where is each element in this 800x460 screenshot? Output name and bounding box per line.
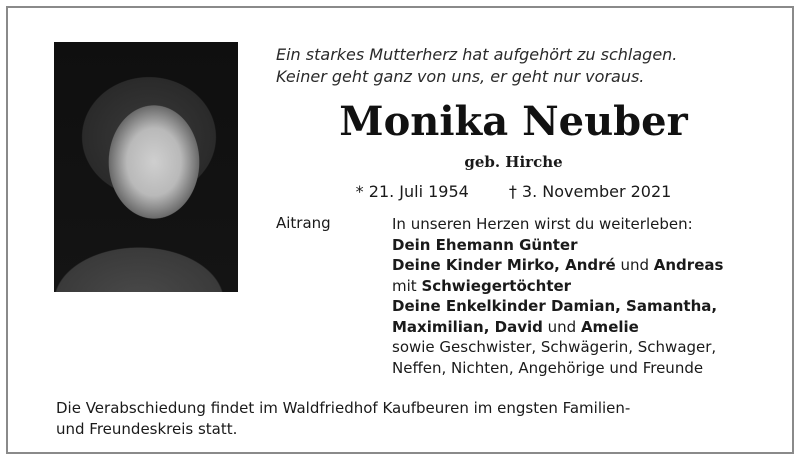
notice-line: Die Verabschiedung findet im Waldfriedhof Kaufbeuren im engsten Familien-: [56, 399, 631, 417]
obituary-frame: [6, 6, 794, 454]
motto-line: Keiner geht ganz von uns, er geht nur voraus.: [276, 67, 645, 86]
mourner-name: Amelie: [580, 317, 639, 336]
birth-date: * 21. Juli 1954: [355, 182, 469, 201]
motto-line: Ein starkes Mutterherz hat aufgehört zu schlagen.: [276, 45, 678, 64]
connector-text: und: [615, 256, 654, 274]
mourner-name: Andreas: [653, 256, 724, 274]
mourners-list: [392, 214, 772, 378]
life-dates: [276, 182, 751, 201]
born-name: geb. Hirche: [464, 153, 563, 171]
mourner-husband: [392, 235, 772, 256]
mourners-intro: In unseren Herzen wirst du weiterleben:: [392, 215, 693, 233]
mourner-grandchildren: [392, 317, 772, 338]
motto: [276, 44, 677, 88]
mourner-relatives: sowie Geschwister, Schwägerin, Schwager,: [392, 338, 717, 356]
farewell-notice: [56, 398, 756, 440]
portrait-photo: [54, 42, 238, 292]
notice-line: und Freundeskreis statt.: [56, 420, 238, 438]
mourner-children: [392, 255, 772, 276]
mourner-name: Schwiegertöchter: [421, 276, 572, 295]
mourner-name: Dein Ehemann Günter: [392, 235, 578, 254]
mourner-name: Deine Enkelkinder Damian, Samantha,: [392, 297, 718, 315]
mourner-name: Maximilian, David: [392, 317, 543, 336]
death-date: † 3. November 2021: [508, 182, 672, 201]
mourner-grandchildren: [392, 296, 772, 317]
mourner-relatives: Neffen, Nichten, Angehörige und Freunde: [392, 358, 704, 377]
mourner-name: Deine Kinder Mirko, André: [392, 256, 616, 274]
deceased-name: Monika Neuber: [339, 98, 688, 145]
connector-text: und: [542, 317, 581, 336]
connector-text: mit: [392, 276, 422, 295]
mourner-in-laws: [392, 276, 772, 297]
place-of-residence: Aitrang: [276, 214, 331, 232]
